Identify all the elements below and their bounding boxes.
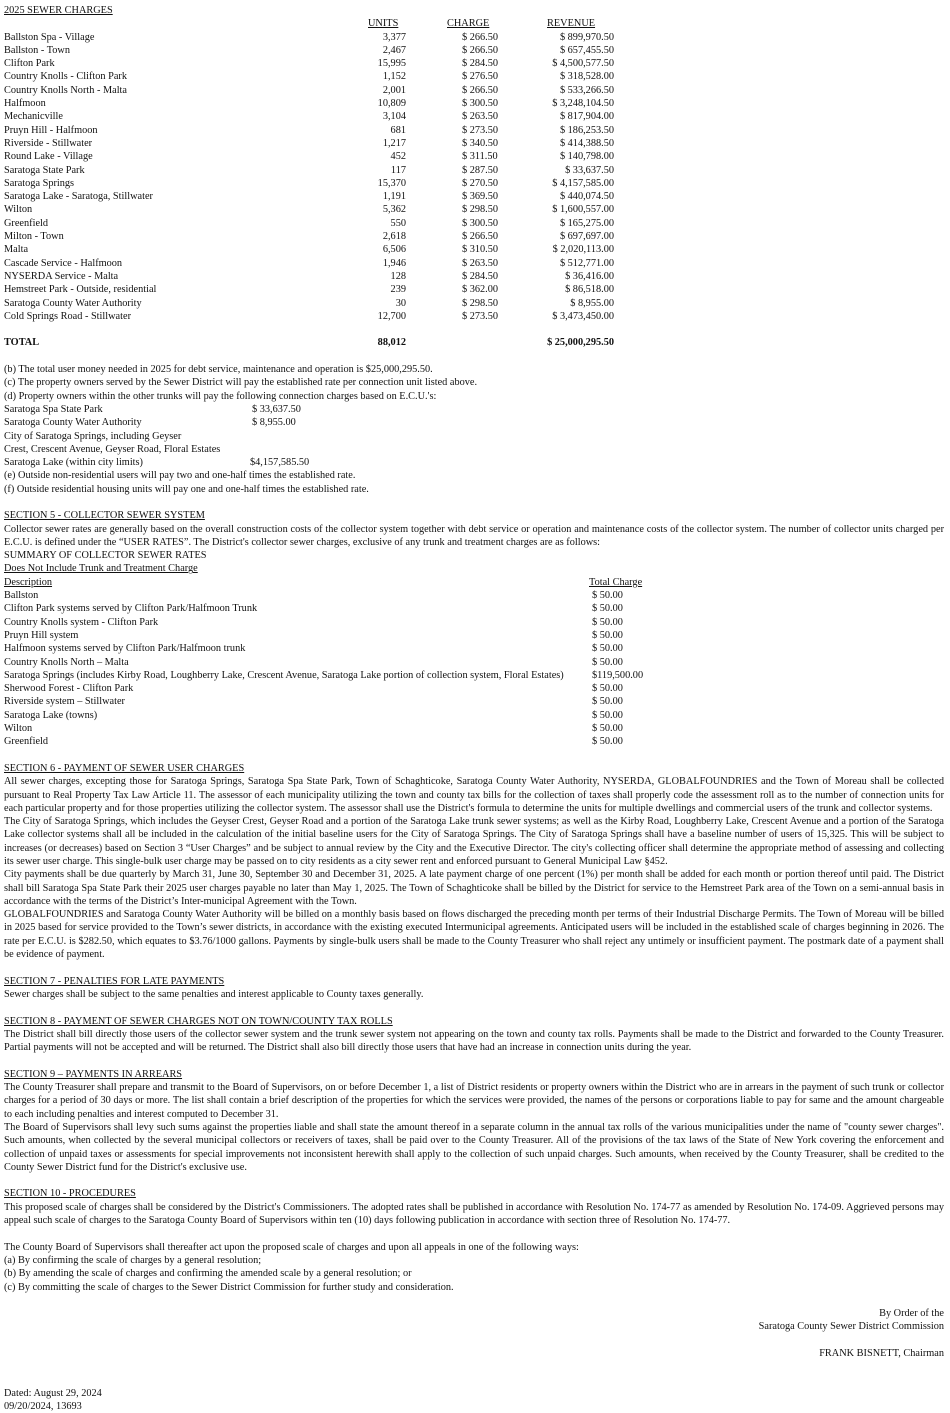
units-value: 681 — [390, 124, 406, 136]
revenue-value: $ 899,970.50 — [559, 31, 614, 43]
sewer-charge-row — [4, 164, 944, 177]
units-value: 1,946 — [382, 257, 406, 269]
revenue-value: $ 512,771.00 — [559, 257, 614, 269]
municipality-name: Clifton Park — [4, 58, 55, 70]
section8-body: The District shall bill directly those users of the collector sewer system and the trunk sewer system not appearing on the town and county tax rolls. Payments shall be made to the District and forwarded to the County Treasurer. Partial payments will not be accepted and will be returned. The District shall also bill directly those users that have had an increase in connection units during the year. — [4, 1028, 944, 1054]
note-b: (b) The total user money needed in 2025 for debt service, maintenance and operation is $25,000,295.50. — [4, 364, 433, 376]
collector-rate-row — [4, 709, 944, 722]
ecu-name: Saratoga County Water Authority — [4, 417, 142, 429]
sewer-charge-row — [4, 270, 944, 283]
collector-description: Pruyn Hill system — [4, 629, 79, 641]
dated-line: Dated: August 29, 2024 — [4, 1387, 102, 1399]
units-value: 2,618 — [382, 231, 406, 243]
collector-description: Ballston — [4, 590, 39, 602]
revenue-value: $ 697,697.00 — [559, 231, 614, 243]
municipality-name: NYSERDA Service - Malta — [4, 270, 119, 282]
sewer-charge-row — [4, 243, 944, 256]
lake-amount: $4,157,585.50 — [250, 457, 310, 469]
collector-description: Clifton Park systems served by Clifton Park/Halfmoon Trunk — [4, 603, 258, 615]
sewer-charge-row — [4, 31, 944, 44]
municipality-name: Saratoga State Park — [4, 164, 85, 176]
revenue-value: $ 165,275.00 — [559, 217, 614, 229]
municipality-name: Hemstreet Park - Outside, residential — [4, 284, 157, 296]
summary-title: SUMMARY OF COLLECTOR SEWER RATES — [4, 550, 207, 562]
charge-value: $ 276.50 — [462, 71, 499, 83]
legal-notice-document — [4, 4, 944, 1413]
municipality-name: Saratoga Lake - Saratoga, Stillwater — [4, 191, 153, 203]
charge-value: $ 300.50 — [462, 217, 499, 229]
collector-charge: $ 50.00 — [592, 590, 623, 602]
collector-description: Country Knolls system - Clifton Park — [4, 616, 159, 628]
municipality-name: Wilton — [4, 204, 33, 216]
collector-charge: $ 50.00 — [592, 696, 623, 708]
section10-item-c: (c) By committing the scale of charges to the Sewer District Commission for further study and consideration. — [4, 1281, 454, 1293]
sewer-charges-table — [4, 31, 944, 324]
municipality-name: Ballston Spa - Village — [4, 31, 95, 43]
units-value: 1,217 — [382, 137, 406, 149]
charge-value: $ 266.50 — [462, 31, 499, 43]
total-label: TOTAL — [4, 337, 40, 349]
sewer-charge-row — [4, 97, 944, 110]
charge-value: $ 287.50 — [462, 164, 499, 176]
units-value: 550 — [390, 217, 406, 229]
collector-charge: $ 50.00 — [592, 603, 623, 615]
units-value: 12,700 — [377, 310, 406, 322]
section5-body: Collector sewer rates are generally based on the overall construction costs of the collector system together with debt service or operation and maintenance costs of the collector system. The number of collector units charged per E.C.U. is defined under the “USER RATES”. The District's collector sewer charges, exclusive of any trunk and treatment charges are as follows: — [4, 523, 944, 548]
ecu-row — [4, 416, 944, 429]
municipality-name: Round Lake - Village — [4, 151, 93, 163]
signature-chairman: FRANK BISNETT, Chairman — [819, 1347, 944, 1359]
charge-value: $ 263.50 — [462, 111, 499, 123]
sewer-charge-row — [4, 283, 944, 296]
sewer-charges-header — [4, 17, 944, 30]
municipality-name: Cold Springs Road - Stillwater — [4, 310, 131, 322]
revenue-value: $ 3,248,104.50 — [552, 98, 614, 110]
revenue-value: $ 4,500,577.50 — [552, 58, 614, 70]
section6-para-4: GLOBALFOUNDRIES and Saratoga County Water Authority will be billed on a monthly basis based on flows discharged the preceding month per terms of their Industrial Discharge Permits. The Town of Moreau will be billed in 2025 based for service provided to the Town’s sewer districts, in accordance with the existing executed Intermunicipal agreements. Anticipated users will be included in the established scale of charges beginning in 2026. The rate per E.C.U. is $282.50, which equates to $3.76/1000 gallons. Payments by single-bulk users shall be made to the County Treasurer who shall reject any untimely or insufficient payment. The postmark date of a payment shall be evidence of payment. — [4, 909, 944, 961]
ecu-amount: $ 33,637.50 — [252, 403, 301, 415]
city-line-2: Crest, Crescent Avenue, Geyser Road, Floral Estates — [4, 443, 221, 455]
sewer-charge-row — [4, 310, 944, 323]
total-units: 88,012 — [377, 337, 406, 349]
section10-item-b: (b) By amending the scale of charges and confirming the amended scale by a general resolution; or — [4, 1268, 412, 1280]
section6-para-2: The City of Saratoga Springs, which includes the Geyser Crest, Geyser Road and a portion of the Saratoga Lake trunk sewer systems; as well as the Kirby Road, Loughberry Lake, Crescent Avenue and a portion of the Saratoga Lake collector systems shall all be included in the calculation of the initial baseline users for the City of Saratoga Springs. The City of Saratoga Springs shall have a baseline number of users of 15,325. This will be subject to increases (or decreases) based on Section 3 “User Charges” and be subject to annual review by the City and the Executive Director. The city's collecting officer shall determine the appropriate method of assessing and collecting its sewer user charge. This single-bulk user charge may be passed on to city residents as a city sewer rent and enforced pursuant to General Municipal Law §452. — [4, 816, 944, 867]
units-value: 452 — [390, 151, 406, 163]
charge-value: $ 284.50 — [462, 58, 499, 70]
sewer-charge-row — [4, 84, 944, 97]
units-value: 5,362 — [382, 204, 406, 216]
revenue-header: REVENUE — [547, 18, 596, 30]
collector-charge: $ 50.00 — [592, 643, 623, 655]
collector-charge: $119,500.00 — [592, 669, 644, 681]
charge-value: $ 266.50 — [462, 84, 499, 96]
collector-description: Halfmoon systems served by Clifton Park/Halfmoon trunk — [4, 643, 246, 655]
collector-description: Saratoga Springs (includes Kirby Road, Loughberry Lake, Crescent Avenue, Saratoga Lake portion of collection system, Floral Estates) — [4, 669, 564, 681]
ecu-row — [4, 403, 944, 416]
units-value: 3,104 — [382, 111, 406, 123]
signature-line-2: Saratoga County Sewer District Commission — [758, 1321, 944, 1333]
revenue-value: $ 2,020,113.00 — [552, 244, 614, 256]
collector-rate-row — [4, 589, 944, 602]
note-c: (c) The property owners served by the Sewer District will pay the established rate per connection unit listed above. — [4, 377, 478, 389]
charge-value: $ 263.50 — [462, 257, 499, 269]
charge-value: $ 300.50 — [462, 98, 499, 110]
sewer-charge-row — [4, 124, 944, 137]
charge-header: CHARGE — [447, 18, 490, 30]
section6-heading: SECTION 6 - PAYMENT OF SEWER USER CHARGES — [4, 762, 245, 774]
units-value: 239 — [390, 284, 406, 296]
sewer-charges-title: 2025 SEWER CHARGES — [4, 5, 113, 16]
sewer-charge-row — [4, 257, 944, 270]
charge-value: $ 362.00 — [462, 284, 499, 296]
charge-value: $ 311.50 — [462, 151, 498, 163]
sewer-charge-row — [4, 110, 944, 123]
reference-line: 09/20/2024, 13693 — [4, 1401, 82, 1413]
section9-heading: SECTION 9 – PAYMENTS IN ARREARS — [4, 1068, 183, 1080]
municipality-name: Saratoga Springs — [4, 177, 75, 189]
lake-name: Saratoga Lake (within city limits) — [4, 457, 143, 469]
total-row — [4, 336, 944, 349]
municipality-name: Country Knolls - Clifton Park — [4, 71, 127, 83]
ecu-row — [4, 456, 944, 469]
note-d: (d) Property owners within the other trunks will pay the following connection charges based on E.C.U.'s: — [4, 390, 437, 402]
collector-rate-row — [4, 669, 944, 682]
collector-rate-row — [4, 722, 944, 735]
section8-heading: SECTION 8 - PAYMENT OF SEWER CHARGES NOT ON TOWN/COUNTY TAX ROLLS — [4, 1015, 393, 1027]
revenue-value: $ 817,904.00 — [559, 111, 614, 123]
sewer-charge-row — [4, 230, 944, 243]
section7-body: Sewer charges shall be subject to the same penalties and interest applicable to County taxes generally. — [4, 988, 424, 1000]
revenue-value: $ 36,416.00 — [565, 270, 614, 282]
section6-para-3: City payments shall be due quarterly by March 31, June 30, September 30 and December 31, 2025. A late payment charge of one percent (1%) per month shall be added for each month or portion thereof until paid. The District shall bill Saratoga Spa State Park their 2025 user charges payable no later than May 1, 2025. The Town of Schaghticoke shall be billed by the District for service to the Hemstreet Park area of the Town on a semi-annual basis in accordance with the terms of the District’s Inter-municipal Agreement with the Town. — [4, 869, 944, 907]
collector-description: Greenfield — [4, 736, 49, 748]
section9-para-1: The County Treasurer shall prepare and transmit to the Board of Supervisors, on or before December 1, a list of District residents or property owners within the District who are in arrears in the payment of such trunk or collector charges for a period of 30 days or more. The list shall contain a brief description of the properties for which the services were provided, the names of the persons or corporations liable to pay for same and the amount chargeable to each including penalties and interest computed to December 31. — [4, 1082, 944, 1120]
collector-description: Saratoga Lake (towns) — [4, 709, 98, 721]
collector-charge: $ 50.00 — [592, 709, 623, 721]
section6-para-1: All sewer charges, excepting those for Saratoga Springs, Saratoga Spa State Park, Town of Schaghticoke, Saratoga County Water Authority, NYSERDA, GLOBALFOUNDRIES and the Town of Moreau shall be collected pursuant to Real Property Tax Law Article 11. The assessor of each municipality utilizing the town and county tax bills for the collection of taxes shall properly code the assessment roll as to the number of connection units for each particular property and for those properties utilizing the collector system. The assessor shall use the District's formula to determine the units for multiple dwellings and commercial users of the trunk and collector systems. — [4, 776, 944, 814]
charge-value: $ 340.50 — [462, 137, 499, 149]
charge-value: $ 273.50 — [462, 124, 499, 136]
collector-rate-row — [4, 682, 944, 695]
sewer-charge-row — [4, 297, 944, 310]
collector-rate-row — [4, 616, 944, 629]
charge-value: $ 310.50 — [462, 244, 499, 256]
municipality-name: Country Knolls North - Malta — [4, 84, 127, 96]
section10-para-2: The County Board of Supervisors shall thereafter act upon the proposed scale of charges and upon all appeals in one of the following ways: — [4, 1241, 579, 1253]
collector-rate-row — [4, 629, 944, 642]
charge-value: $ 266.50 — [462, 44, 499, 56]
revenue-value: $ 140,798.00 — [559, 151, 614, 163]
units-header: UNITS — [368, 18, 399, 30]
note-e: (e) Outside non-residential users will pay two and one-half times the established rate. — [4, 470, 356, 482]
collector-charge: $ 50.00 — [592, 656, 623, 668]
revenue-value: $ 8,955.00 — [570, 297, 614, 309]
charge-value: $ 266.50 — [462, 231, 499, 243]
collector-charge: $ 50.00 — [592, 723, 623, 735]
municipality-name: Greenfield — [4, 217, 49, 229]
municipality-name: Pruyn Hill - Halfmoon — [4, 124, 98, 136]
collector-header — [4, 576, 944, 589]
collector-rate-row — [4, 735, 944, 748]
sewer-charge-row — [4, 70, 944, 83]
revenue-value: $ 4,157,585.00 — [552, 177, 614, 189]
charge-value: $ 298.50 — [462, 297, 499, 309]
units-value: 10,809 — [377, 98, 406, 110]
units-value: 15,370 — [377, 177, 406, 189]
section5-heading: SECTION 5 - COLLECTOR SEWER SYSTEM — [4, 510, 205, 522]
units-value: 2,467 — [382, 44, 406, 56]
sewer-charge-row — [4, 44, 944, 57]
section10-heading: SECTION 10 - PROCEDURES — [4, 1188, 136, 1200]
units-value: 15,995 — [377, 58, 406, 70]
revenue-value: $ 533,266.50 — [559, 84, 614, 96]
signature-line-1: By Order of the — [879, 1308, 944, 1320]
municipality-name: Ballston - Town — [4, 44, 71, 56]
revenue-value: $ 186,253.50 — [559, 124, 614, 136]
revenue-value: $ 440,074.50 — [559, 191, 614, 203]
section10-item-a: (a) By confirming the scale of charges by a general resolution; — [4, 1254, 262, 1266]
collector-description: Country Knolls North – Malta — [4, 656, 129, 668]
charge-value: $ 273.50 — [462, 310, 499, 322]
ecu-name: Saratoga Spa State Park — [4, 403, 103, 415]
units-value: 30 — [395, 297, 406, 309]
total-charge-header: Total Charge — [589, 576, 643, 588]
collector-charge: $ 50.00 — [592, 683, 623, 695]
charge-value: $ 284.50 — [462, 270, 499, 282]
sewer-charge-row — [4, 190, 944, 203]
collector-rates-table — [4, 589, 944, 749]
municipality-name: Cascade Service - Halfmoon — [4, 257, 123, 269]
revenue-value: $ 33,637.50 — [565, 164, 614, 176]
revenue-value: $ 657,455.50 — [559, 44, 614, 56]
municipality-name: Riverside - Stillwater — [4, 137, 93, 149]
revenue-value: $ 318,528.00 — [559, 71, 614, 83]
collector-description: Sherwood Forest - Clifton Park — [4, 683, 134, 695]
sewer-charge-row — [4, 217, 944, 230]
revenue-value: $ 86,518.00 — [565, 284, 614, 296]
collector-rate-row — [4, 642, 944, 655]
collector-description: Riverside system – Stillwater — [4, 696, 125, 708]
section10-para-1: This proposed scale of charges shall be considered by the District's Commissioners. The adopted rates shall be published in accordance with Resolution No. 174-77 as amended by Resolution No. 174-09. Aggrieved persons may appeal such scale of charges to the Saratoga County Board of Supervisors within ten (10) days following publication in accordance with section three of Resolution No. 174-77. — [4, 1201, 944, 1227]
municipality-name: Halfmoon — [4, 98, 46, 110]
revenue-value: $ 3,473,450.00 — [552, 310, 614, 322]
total-revenue: $ 25,000,295.50 — [547, 337, 614, 349]
municipality-name: Mechanicville — [4, 111, 63, 123]
description-header: Description — [4, 576, 53, 588]
section7-heading: SECTION 7 - PENALTIES FOR LATE PAYMENTS — [4, 975, 225, 987]
charge-value: $ 369.50 — [462, 191, 499, 203]
charge-value: $ 270.50 — [462, 177, 499, 189]
units-value: 128 — [390, 270, 406, 282]
collector-rate-row — [4, 656, 944, 669]
sewer-charge-row — [4, 203, 944, 216]
municipality-name: Milton - Town — [4, 231, 64, 243]
units-value: 3,377 — [382, 31, 406, 43]
collector-charge: $ 50.00 — [592, 629, 623, 641]
revenue-value: $ 414,388.50 — [559, 137, 614, 149]
collector-description: Wilton — [4, 723, 33, 735]
units-value: 6,506 — [382, 244, 406, 256]
summary-subtitle: Does Not Include Trunk and Treatment Charge — [4, 563, 198, 575]
collector-charge: $ 50.00 — [592, 616, 623, 628]
units-value: 1,152 — [382, 71, 406, 83]
sewer-charge-row — [4, 177, 944, 190]
sewer-charge-row — [4, 150, 944, 163]
units-value: 1,191 — [382, 191, 406, 203]
collector-rate-row — [4, 602, 944, 615]
municipality-name: Saratoga County Water Authority — [4, 297, 142, 309]
collector-rate-row — [4, 695, 944, 708]
collector-charge: $ 50.00 — [592, 736, 623, 748]
sewer-charge-row — [4, 137, 944, 150]
city-line-1: City of Saratoga Springs, including Geyser — [4, 430, 182, 442]
note-f: (f) Outside residential housing units will pay one and one-half times the established rate. — [4, 483, 369, 495]
revenue-value: $ 1,600,557.00 — [552, 204, 614, 216]
units-value: 2,001 — [382, 84, 406, 96]
municipality-name: Malta — [4, 244, 29, 256]
units-value: 117 — [390, 164, 406, 176]
charge-value: $ 298.50 — [462, 204, 499, 216]
sewer-charge-row — [4, 57, 944, 70]
ecu-amount: $ 8,955.00 — [252, 417, 296, 429]
section9-para-2: The Board of Supervisors shall levy such sums against the properties liable and shall state the amount thereof in a separate column in the annual tax rolls of the various municipalities under the name of "county sewer charges". Such amounts, when collected by the several municipal collectors or receivers of taxes, shall be paid over to the County Treasurer. All of the provisions of the tax laws of the State of New York covering the enforcement and collection of unpaid taxes or assessments for special improvements not inconsistent herewith shall apply to the collection of such unpaid charges. Such amounts, when received by the County Treasurer, shall be credited to the County Sewer District fund for the District's exclusive use. — [4, 1121, 944, 1173]
